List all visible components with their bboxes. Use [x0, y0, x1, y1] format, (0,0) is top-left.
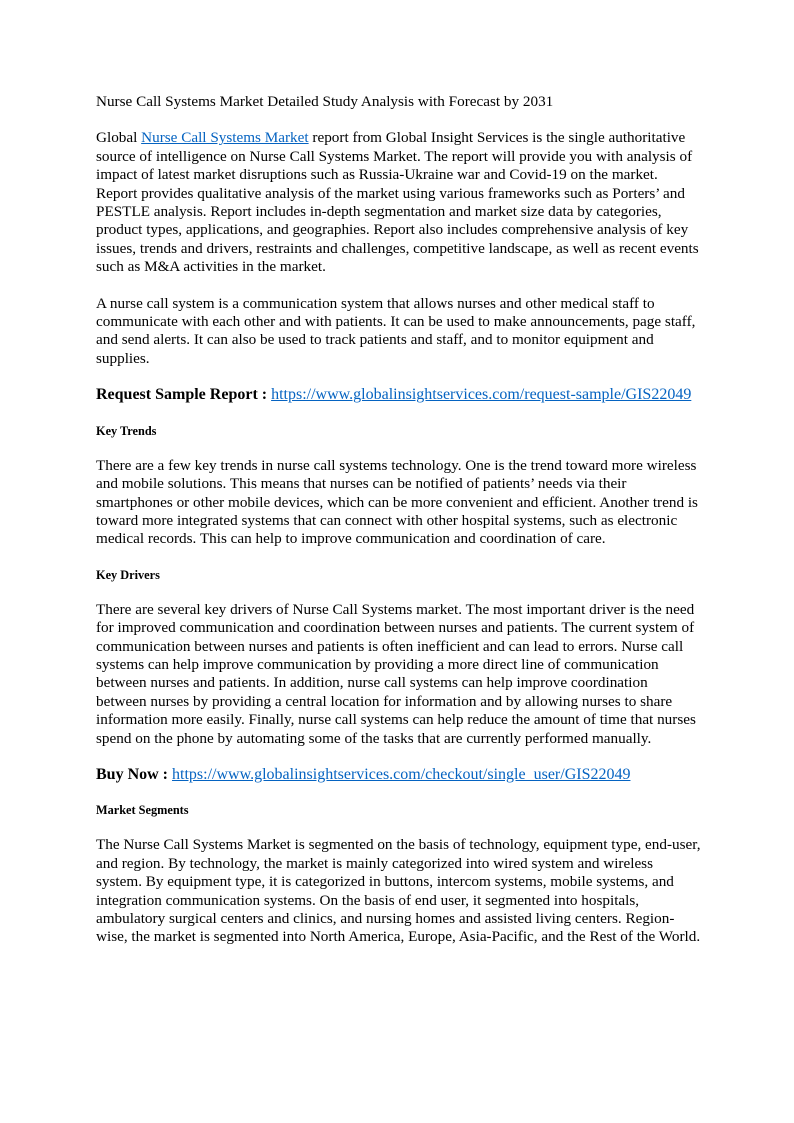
- definition-paragraph: A nurse call system is a communication system that allows nurses and other medical staff to communicate with each other and with patients. It can be used to make announcements, page staff, and send alerts. It can also be used to track patients and staff, and to monitor equipment and supplies.: [96, 294, 696, 367]
- key-trends-heading: Key Trends: [96, 423, 157, 438]
- intro-text: report from Global Insight Services is the single authoritative source of intelligence on Nurse Call Systems Market. The report will provide you with analysis of impact of latest market disruptions such as Russia-Ukraine war and Covid-19 on the market. Report provides qualitative analysis of the market using various frameworks such as Porters’ and PESTLE analysis. Report includes in-depth segmentation and market size data by categories, product types, applications, and geographies. Report also includes comprehensive analysis of key issues, trends and drivers, restraints and challenges, competitive landscape, as well as recent events such as M&A activities in the market.: [96, 129, 699, 276]
- intro-lead: Global: [96, 129, 142, 147]
- key-drivers-heading: Key Drivers: [96, 567, 160, 582]
- request-sample-line: [96, 386, 701, 404]
- document-page: [96, 93, 701, 965]
- intro-paragraph: [96, 129, 701, 276]
- buy-now-label: Buy Now :: [96, 765, 173, 783]
- document-title: Nurse Call Systems Market Detailed Study Analysis with Forecast by 2031: [96, 93, 554, 110]
- request-sample-label: Request Sample Report :: [96, 386, 272, 404]
- request-sample-link[interactable]: https://www.globalinsightservices.com/request-sample/GIS22049: [271, 386, 692, 404]
- buy-now-link[interactable]: https://www.globalinsightservices.com/checkout/single_user/GIS22049: [172, 765, 631, 783]
- key-drivers-paragraph: There are several key drivers of Nurse Call Systems market. The most important driver is the need for improved communication and coordination between nurses and patients. The current system of communication between nurses and patients is often inefficient and can lead to errors. Nurse call systems can help improve communication by providing a more direct line of communication between nurses and patients. In addition, nurse call systems can help improve coordination between nurses by providing a central location for information and by allowing nurses to share information more easily. Finally, nurse call systems can help reduce the amount of time that nurses spend on the phone by automating some of the tasks that are currently performed manually.: [96, 600, 696, 747]
- market-segments-paragraph: The Nurse Call Systems Market is segmented on the basis of technology, equipment type, end-user, and region. By technology, the market is mainly categorized into wired system and wireless system. By equipment type, it is categorized in buttons, intercom systems, mobile systems, and integration communication systems. On the basis of end user, it segmented into hospitals, ambulatory surgical centers and clinics, and nursing homes and assisted living centers. Region-wise, the market is segmented into North America, Europe, Asia-Pacific, and the Rest of the World.: [96, 836, 701, 946]
- market-link[interactable]: Nurse Call Systems Market: [141, 129, 309, 147]
- key-trends-paragraph: There are a few key trends in nurse call systems technology. One is the trend toward more wireless and mobile solutions. This means that nurses can be notified of patients’ needs via their smartphones or other mobile devices, which can be more convenient and efficient. Another trend is toward more integrated systems that can connect with other hospital systems, such as electronic medical records. This can help to improve communication and coordination of care.: [96, 456, 698, 548]
- buy-now-line: [96, 766, 701, 784]
- market-segments-heading: Market Segments: [96, 803, 189, 818]
